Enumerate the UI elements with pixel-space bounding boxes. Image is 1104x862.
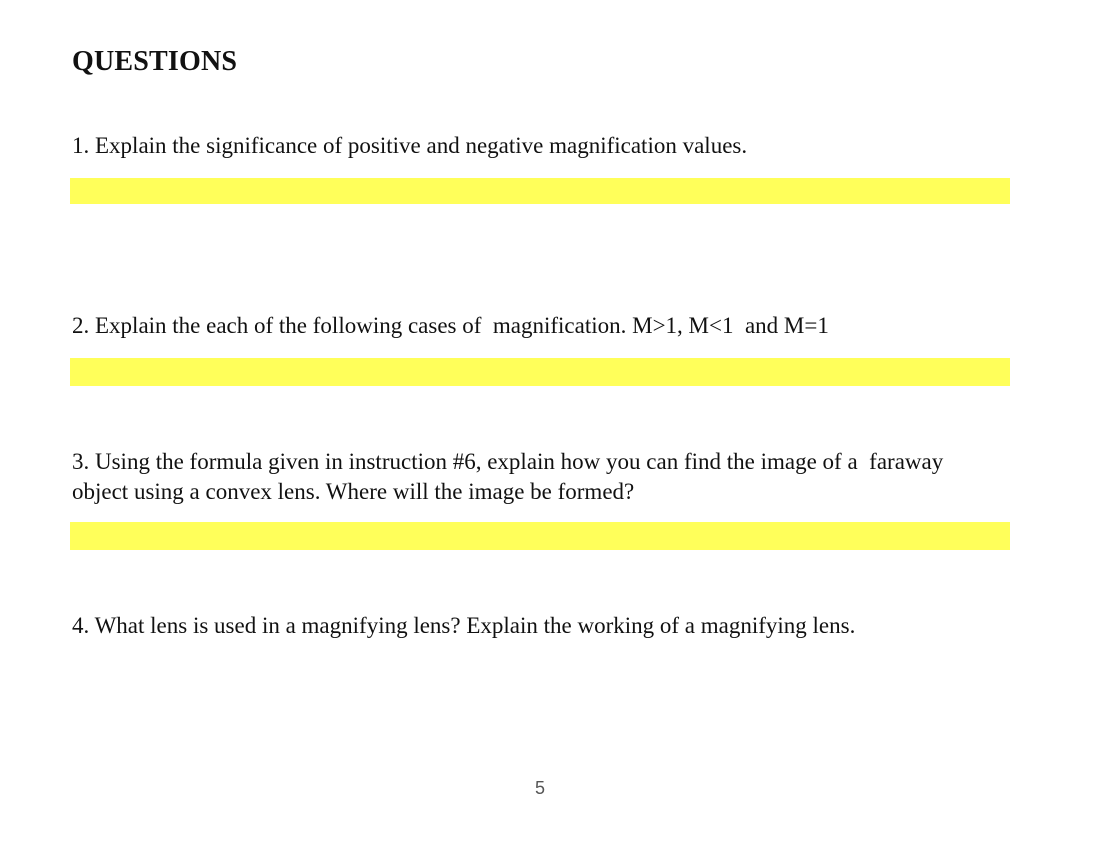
page-title: QUESTIONS bbox=[72, 46, 238, 77]
answer-field-3[interactable] bbox=[70, 522, 1010, 550]
page-number: 5 bbox=[534, 778, 545, 798]
answer-field-2[interactable] bbox=[70, 358, 1010, 386]
question-4: 4. What lens is used in a magnifying lens? Explain the working of a magnifying lens. bbox=[72, 613, 856, 638]
question-3: 3. Using the formula given in instruction #6, explain how you can find the image of a faraway object using a convex lens. Where will the image be formed? bbox=[72, 449, 949, 504]
answer-field-1[interactable] bbox=[70, 178, 1010, 204]
question-1: 1. Explain the significance of positive and negative magnification values. bbox=[72, 133, 748, 158]
question-2: 2. Explain the each of the following cases of magnification. M>1, M<1 and M=1 bbox=[72, 313, 829, 338]
